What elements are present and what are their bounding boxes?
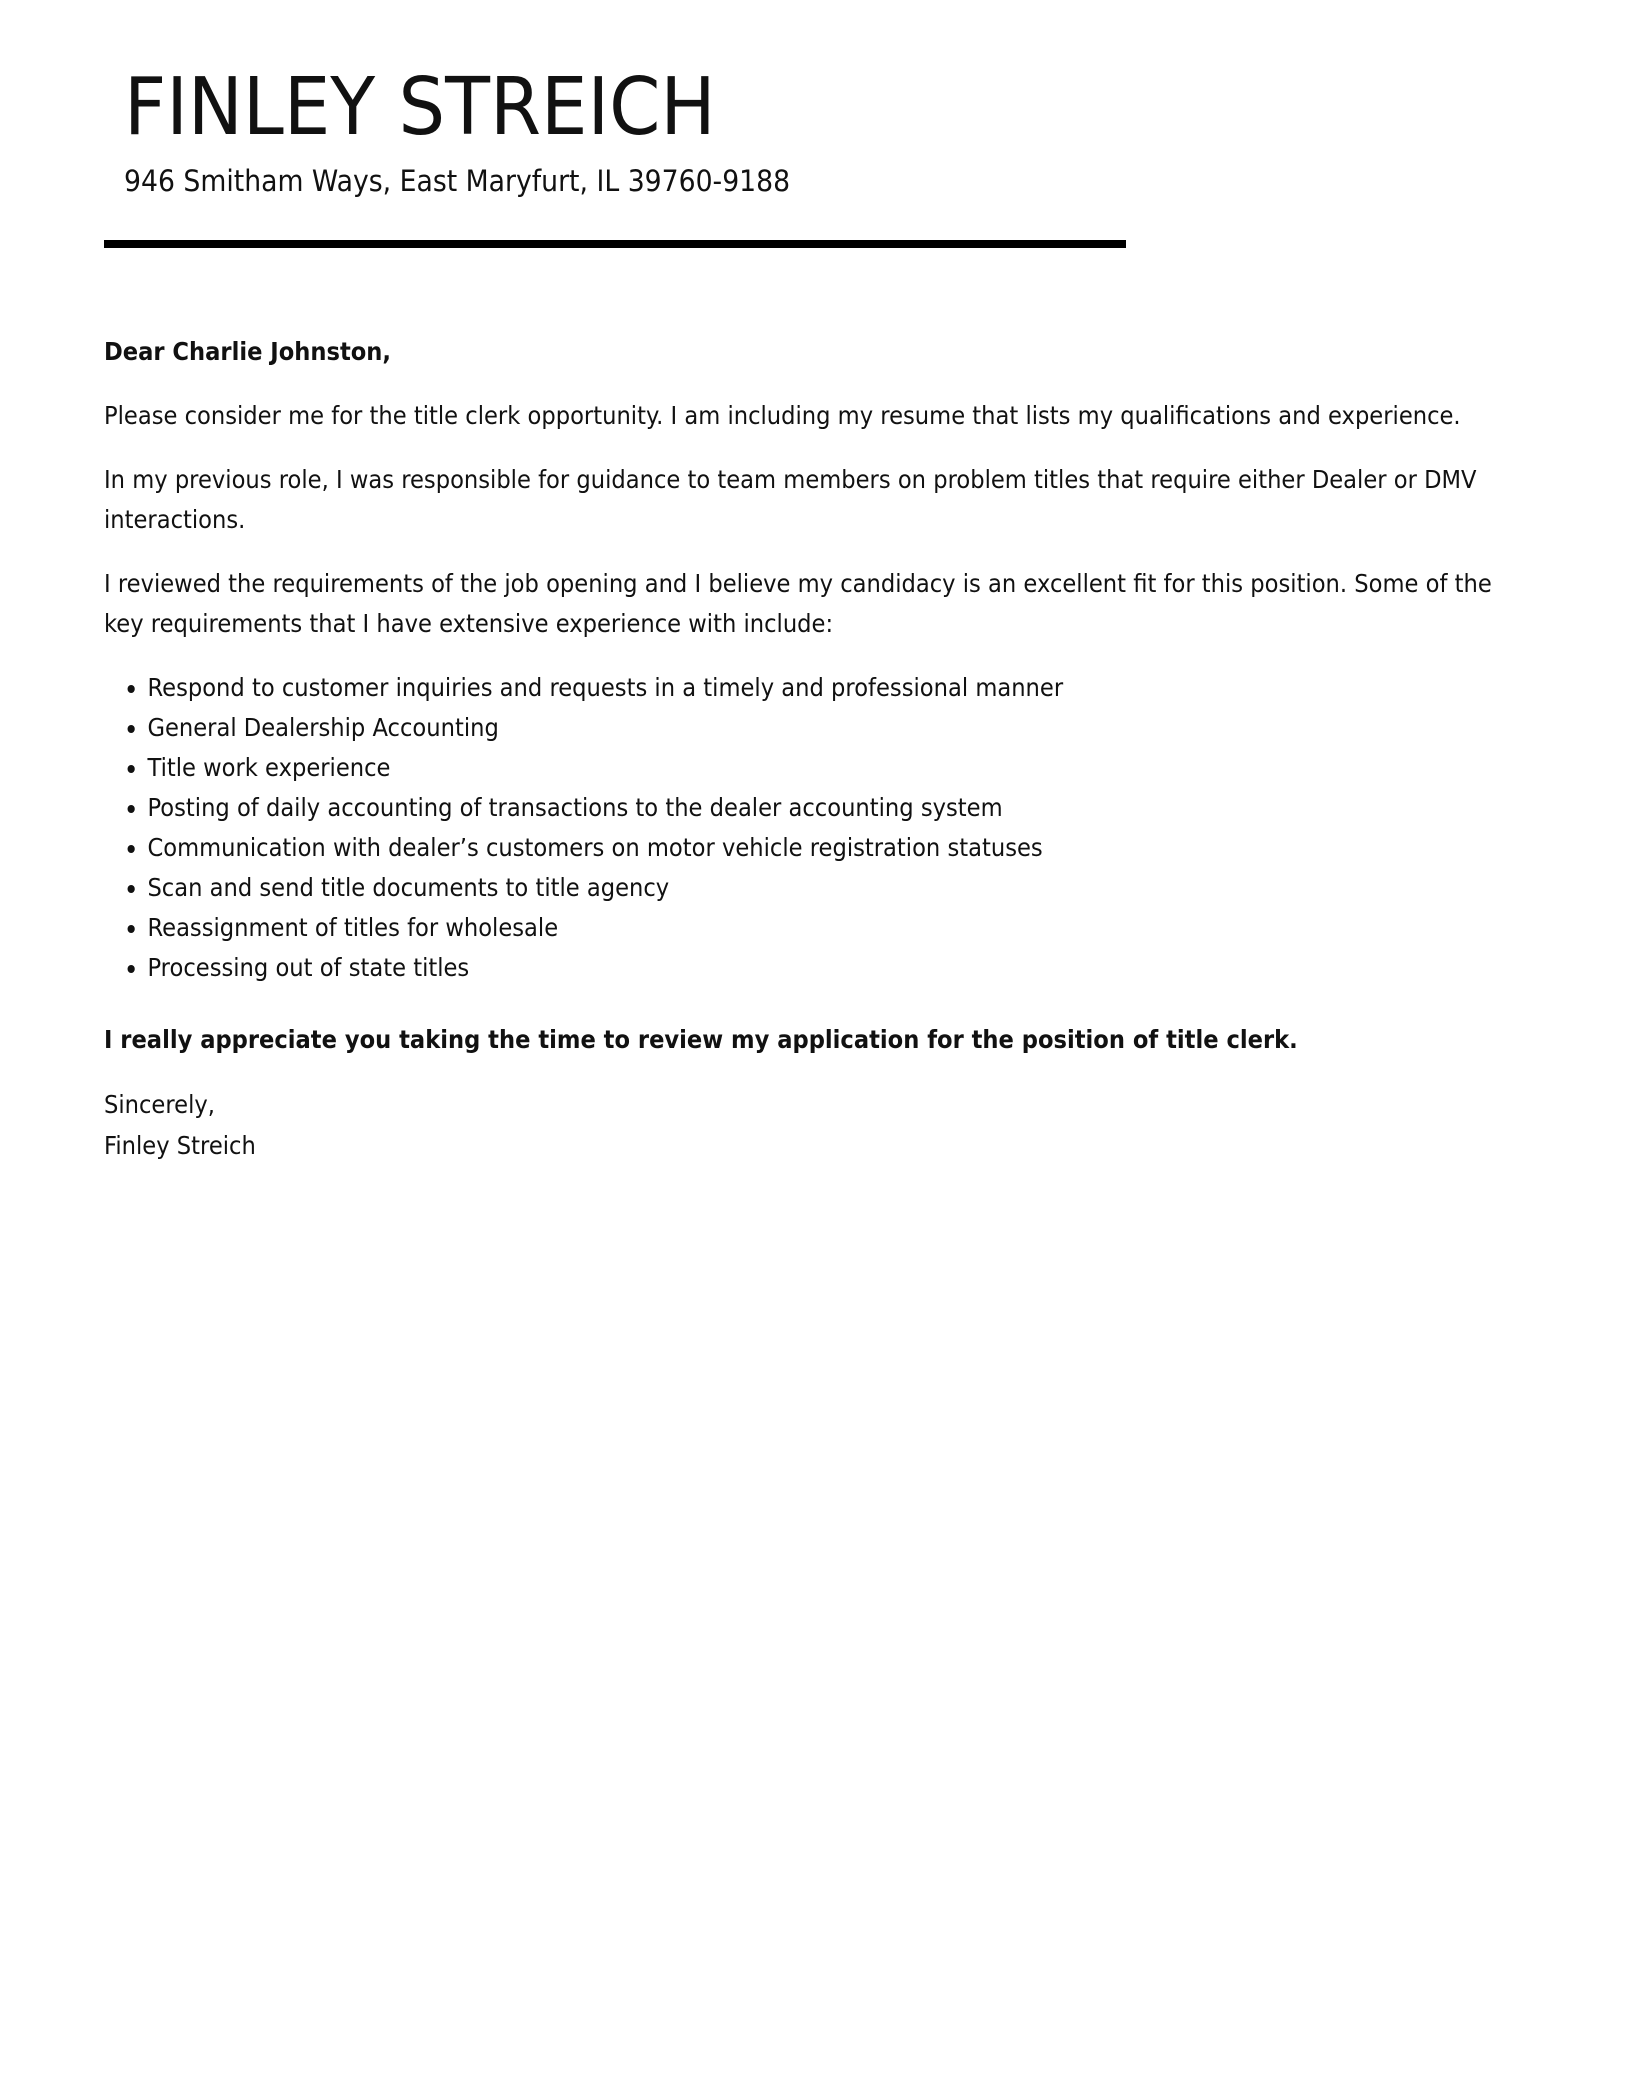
list-item: • Scan and send title documents to title agency — [147, 868, 1613, 908]
list-item: • Processing out of state titles — [147, 948, 1613, 988]
salutation: Dear Charlie Johnston, — [104, 337, 392, 366]
closing-paragraph: I really appreciate you taking the time to review my application for the position of title clerk. — [104, 1025, 1298, 1054]
applicant-address: 946 Smitham Ways, East Maryfurt, IL 39760-9188 — [124, 164, 791, 198]
list-item: • Respond to customer inquiries and requests in a timely and professional manner — [147, 668, 1613, 708]
list-item: • Title work experience — [147, 748, 1613, 788]
list-item: • Reassignment of titles for wholesale — [147, 908, 1613, 948]
header-divider — [104, 240, 1126, 248]
requirements-list — [104, 668, 1614, 988]
list-item: • Posting of daily accounting of transactions to the dealer accounting system — [147, 788, 1613, 828]
applicant-name: FINLEY STREICH — [124, 61, 716, 153]
signoff: Sincerely, — [104, 1090, 215, 1119]
list-item: • Communication with dealer’s customers on motor vehicle registration statuses — [147, 828, 1613, 868]
letter-header — [124, 61, 1224, 198]
signature-name: Finley Streich — [104, 1131, 256, 1160]
requirements-intro-paragraph: I reviewed the requirements of the job opening and I believe my candidacy is an excellent fit for this position. Some of the key requirements that I have extensive experience with include: — [104, 569, 1492, 638]
signature-block — [104, 1084, 1544, 1166]
letter-body — [104, 332, 1544, 1166]
intro-paragraph: Please consider me for the title clerk opportunity. I am including my resume that lists my qualifications and experience. — [104, 401, 1461, 430]
experience-paragraph: In my previous role, I was responsible for guidance to team members on problem titles that require either Dealer or DMV interactions. — [104, 465, 1477, 534]
list-item: • General Dealership Accounting — [147, 708, 1613, 748]
